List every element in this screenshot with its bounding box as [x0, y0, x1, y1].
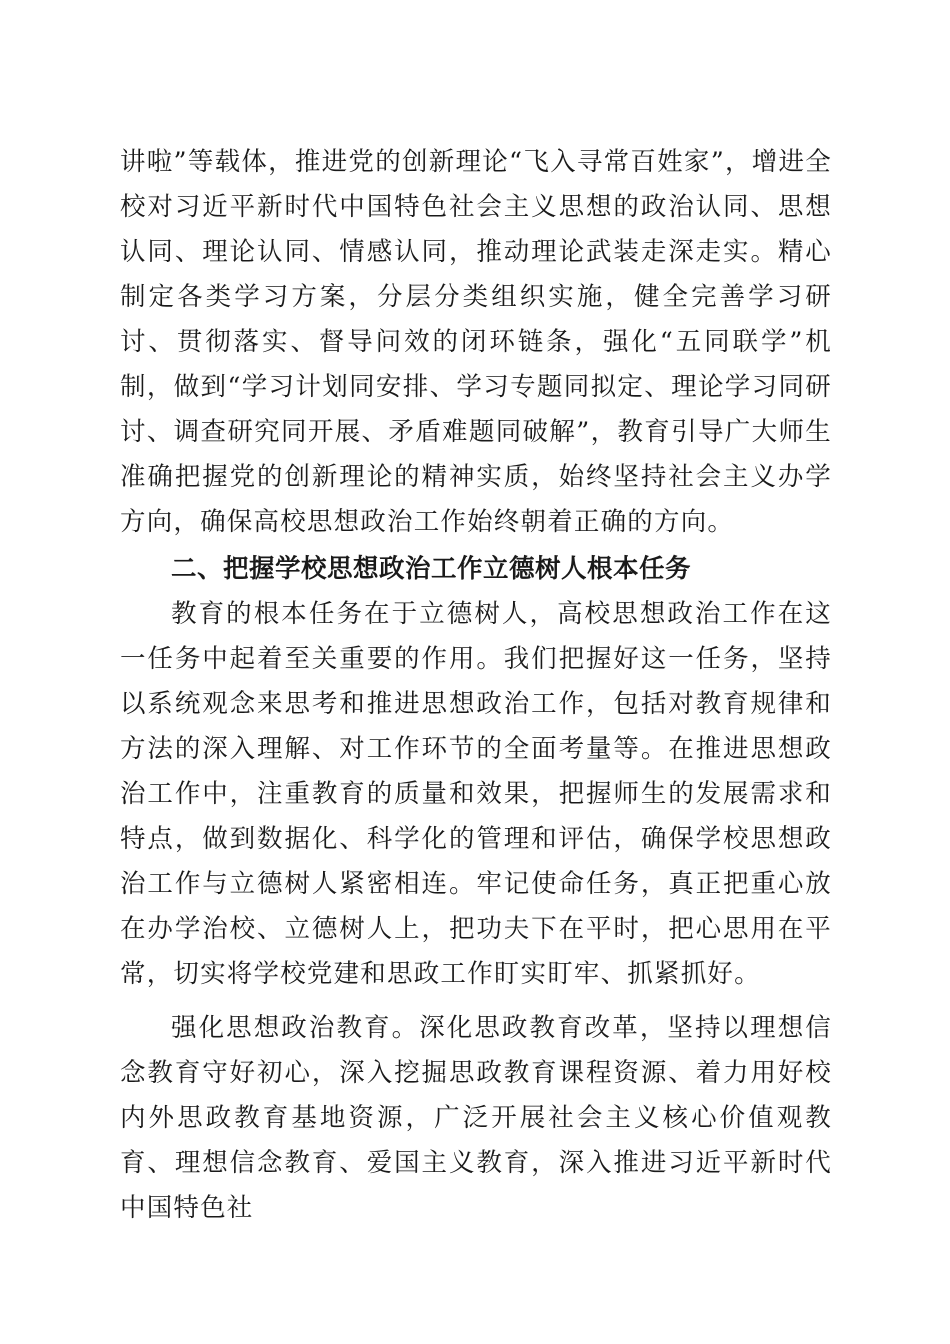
- paragraph-task: 教育的根本任务在于立德树人，高校思想政治工作在这一任务中起着至关重要的作用。我们把握好这一任务，坚持以系统观念来思考和推进思想政治工作，包括对教育规律和方法的深入理解、对工作环节的全面考量等。在推进思想政治工作中，注重教育的质量和效果，把握师生的发展需求和特点，做到数据化、科学化的管理和评估，确保学校思想政治工作与立德树人紧密相连。牢记使命任务，真正把重心放在办学治校、立德树人上，把功夫下在平时，把心思用在平常，切实将学校党建和思政工作盯实盯牢、抓紧抓好。: [120, 599, 832, 989]
- paragraph-continuation: 讲啦”等载体，推进党的创新理论“飞入寻常百姓家”，增进全校对习近平新时代中国特色社会主义思想的政治认同、思想认同、理论认同、情感认同，推动理论武装走深走实。精心制定各类学习方案，分层分类组织实施，健全完善学习研讨、贯彻落实、督导问效的闭环链条，强化“五同联学”机制，做到“学习计划同安排、学习专题同拟定、理论学习同研讨、调查研究同开展、矛盾难题同破解”，教育引导广大师生准确把握党的创新理论的精神实质，始终坚持社会主义办学方向，确保高校思想政治工作始终朝着正确的方向。: [120, 147, 832, 537]
- paragraph-education: 强化思想政治教育。深化思政教育改革，坚持以理想信念教育守好初心，深入挖掘思政教育课程资源、着力用好校内外思政教育基地资源，广泛开展社会主义核心价值观教育、理想信念教育、爱国主义教育，深入推进习近平新时代中国特色社: [120, 1013, 832, 1223]
- document-body: [120, 140, 832, 1231]
- section-heading: 二、把握学校思想政治工作立德树人根本任务: [171, 554, 692, 584]
